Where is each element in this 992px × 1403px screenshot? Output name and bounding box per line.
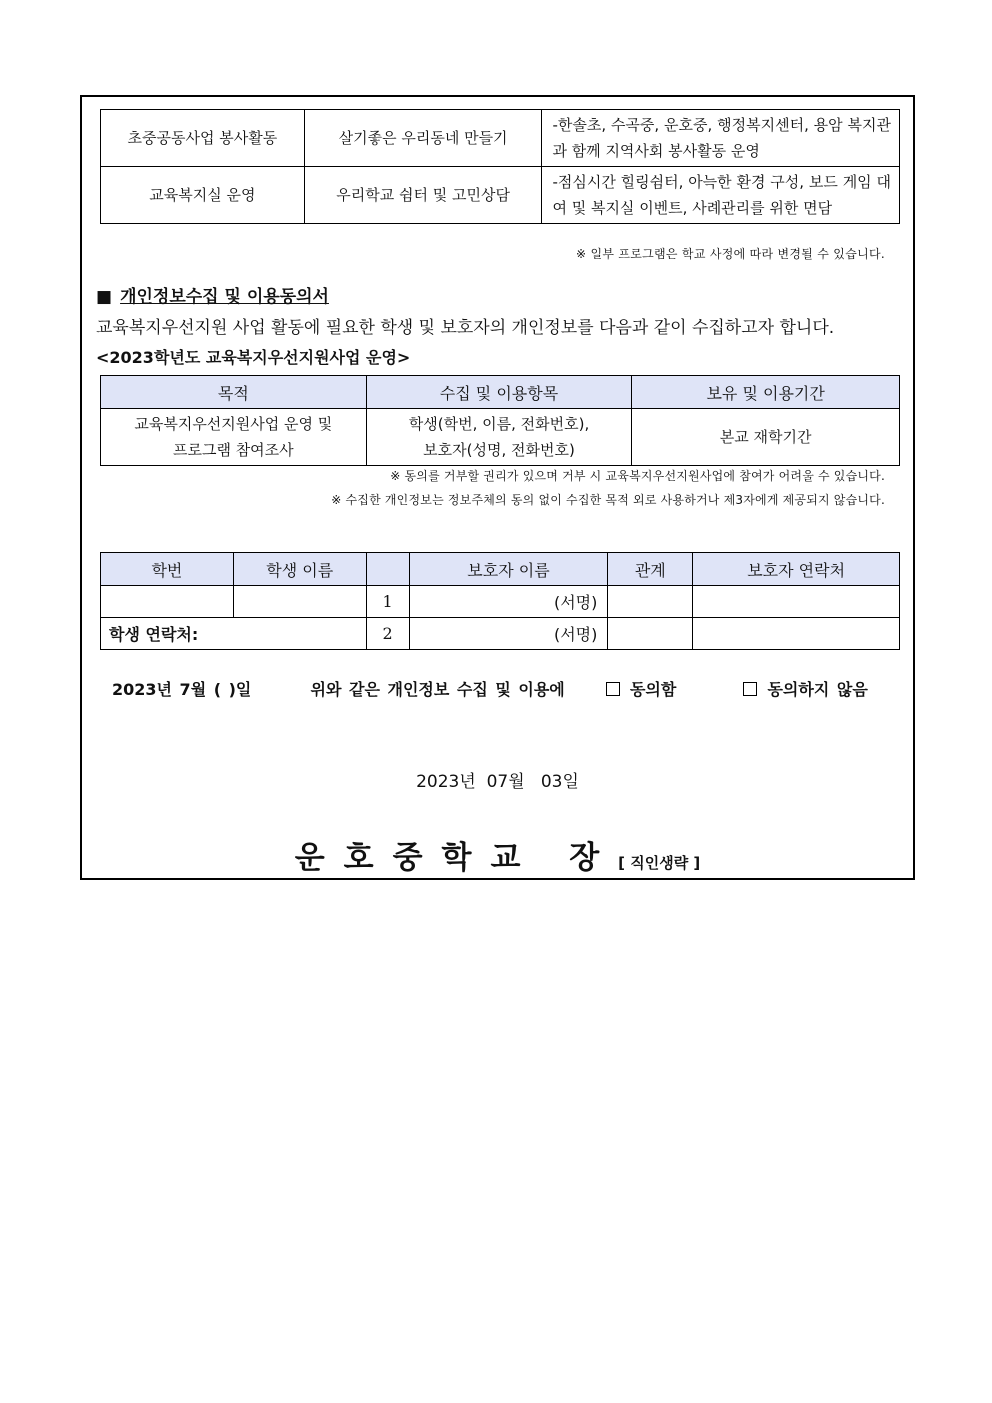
refusal-note: ※ 동의를 거부할 권리가 있으며 거부 시 교육복지우선지원사업에 참여가 어려울 수 있습니다. xyxy=(390,469,885,483)
seal-note: [ 직인생략 ] xyxy=(618,854,701,872)
guardian-contact-field[interactable] xyxy=(693,586,900,618)
purpose-line: 프로그램 참여조사 xyxy=(172,441,294,459)
table-row xyxy=(101,586,900,618)
guardian-index: 2 xyxy=(366,618,409,650)
program-name: 초중공동사업 봉사활동 xyxy=(101,110,305,167)
column-header: 보유 및 이용기간 xyxy=(632,376,900,409)
program-description: -한솔초, 수곡중, 운호중, 행정복지센터, 용암 복지관과 함께 지역사회 봉사활동 운영 xyxy=(542,110,900,167)
column-header: 학생 이름 xyxy=(233,553,366,586)
column-header: 목적 xyxy=(101,376,367,409)
signature-table xyxy=(100,552,900,650)
principal-signature xyxy=(82,832,913,877)
program-name: 교육복지실 운영 xyxy=(101,167,305,224)
items-line: 학생(학번, 이름, 전화번호), xyxy=(408,415,590,433)
student-name-field[interactable] xyxy=(233,586,366,618)
column-header: 보호자 이름 xyxy=(409,553,608,586)
relationship-field[interactable] xyxy=(608,586,693,618)
guardian-index: 1 xyxy=(366,586,409,618)
program-title: 우리학교 쉼터 및 고민상담 xyxy=(304,167,542,224)
intro-text: 교육복지우선지원 사업 활동에 필요한 학생 및 보호자의 개인정보를 다음과 같이 수집하고자 합니다. xyxy=(96,318,835,338)
purpose-table xyxy=(100,375,900,466)
program-table xyxy=(100,109,900,224)
agree-checkbox[interactable] xyxy=(606,682,620,696)
column-header: 학번 xyxy=(101,553,234,586)
table-header-row xyxy=(101,553,900,586)
student-contact-field[interactable]: 학생 연락처: xyxy=(101,618,367,650)
disagree-label: 동의하지 않음 xyxy=(767,680,868,699)
items-cell xyxy=(366,409,632,466)
column-header: 관계 xyxy=(608,553,693,586)
guardian-signature-field[interactable]: (서명) xyxy=(409,618,608,650)
purpose-cell xyxy=(101,409,367,466)
usage-note: ※ 수집한 개인정보는 정보주체의 동의 없이 수집한 목적 외로 사용하거나 제3자에게 제공되지 않습니다. xyxy=(331,493,885,507)
consent-line xyxy=(112,677,868,700)
table-row xyxy=(101,618,900,650)
table-row xyxy=(101,409,900,466)
period-cell: 본교 재학기간 xyxy=(632,409,900,466)
guardian-signature-field[interactable]: (서명) xyxy=(409,586,608,618)
subtitle: <2023학년도 교육복지우선지원사업 운영> xyxy=(96,348,411,367)
program-note: ※ 일부 프로그램은 학교 사정에 따라 변경될 수 있습니다. xyxy=(575,247,885,261)
consent-date: 2023년 7월 ( )일 xyxy=(112,680,252,699)
table-header-row xyxy=(101,376,900,409)
section-heading xyxy=(96,282,329,307)
table-row xyxy=(101,110,900,167)
column-header xyxy=(366,553,409,586)
consent-statement: 위와 같은 개인정보 수집 및 이용에 xyxy=(310,680,565,699)
document-frame xyxy=(80,95,915,880)
section-title: 개인정보수집 및 이용동의서 xyxy=(120,287,329,307)
column-header: 수집 및 이용항목 xyxy=(366,376,632,409)
program-title: 살기좋은 우리동네 만들기 xyxy=(304,110,542,167)
table-row xyxy=(101,167,900,224)
program-description: -점심시간 힐링쉼터, 아늑한 환경 구성, 보드 게임 대여 및 복지실 이벤트, 사례관리를 위한 면담 xyxy=(542,167,900,224)
square-bullet-icon: ■ xyxy=(96,287,113,307)
purpose-line: 교육복지우선지원사업 운영 및 xyxy=(134,415,333,433)
column-header: 보호자 연락처 xyxy=(693,553,900,586)
items-line: 보호자(성명, 전화번호) xyxy=(423,441,575,459)
guardian-contact-field[interactable] xyxy=(693,618,900,650)
student-number-field[interactable] xyxy=(101,586,234,618)
agree-label: 동의함 xyxy=(629,680,677,699)
disagree-checkbox[interactable] xyxy=(743,682,757,696)
principal-name: 운호중학교 장 xyxy=(294,840,619,876)
relationship-field[interactable] xyxy=(608,618,693,650)
issue-date: 2023년 07월 03일 xyxy=(416,772,579,792)
